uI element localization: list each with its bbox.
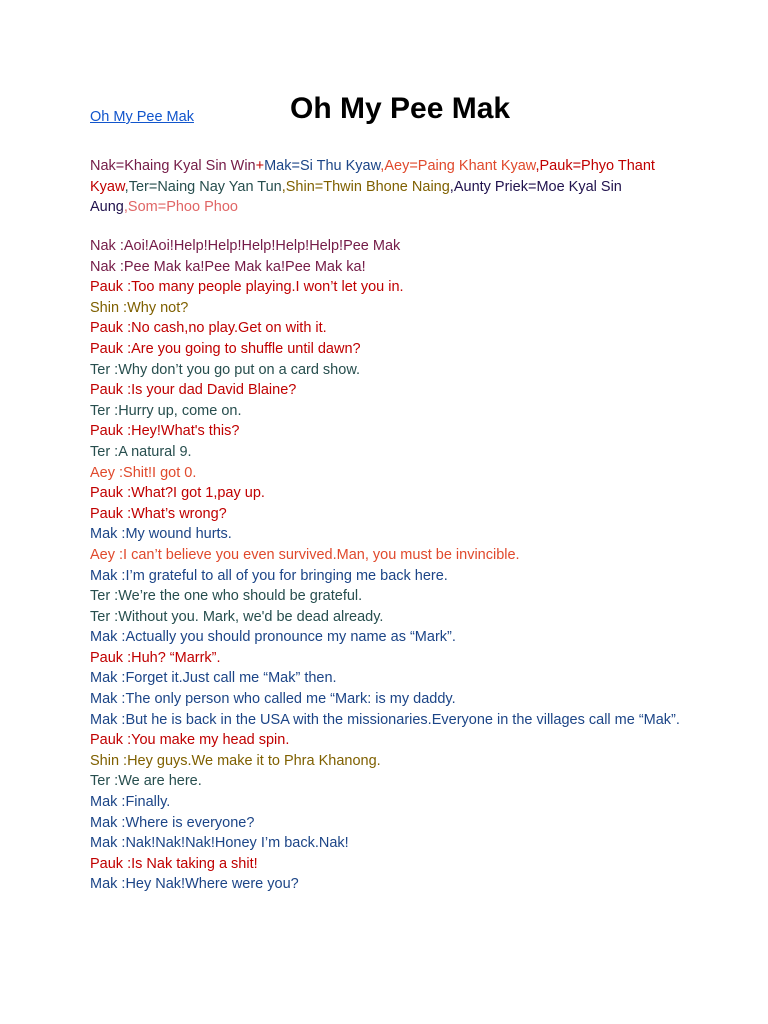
dialogue-line: Shin :Why not?: [90, 299, 189, 316]
cast-segment: Som=Phoo Phoo: [127, 199, 238, 215]
title-row: [90, 92, 690, 136]
cast-segment: Shin=Thwin Bhone Naing: [285, 178, 450, 195]
dialogue-line: Mak :Actually you should pronounce my name as “Mark”.: [90, 629, 456, 646]
document-link[interactable]: Oh My Pee Mak: [90, 109, 194, 125]
dialogue-line: Pauk :Too many people playing.I won’t let you in.: [90, 279, 404, 296]
dialogue-line: Mak :My wound hurts.: [90, 526, 232, 543]
dialogue-line: Ter :We are here.: [90, 773, 202, 790]
dialogue-line: Mak :Where is everyone?: [90, 814, 255, 831]
dialogue-line: Aey :I can’t believe you even survived.Man, you must be invincible.: [90, 546, 520, 563]
dialogue-line: Nak :Pee Mak ka!Pee Mak ka!Pee Mak ka!: [90, 258, 366, 275]
dialogue-line: Pauk :Huh? “Marrk”.: [90, 649, 221, 666]
cast-list: [90, 156, 700, 218]
dialogue-line: Mak :I’m grateful to all of you for bringing me back here.: [90, 567, 448, 584]
cast-segment: ,: [535, 158, 540, 174]
cast-segment: ,: [281, 178, 286, 195]
dialogue-line: Mak :Hey Nak!Where were you?: [90, 876, 299, 893]
cast-segment: ,: [449, 178, 454, 195]
dialogue-line: Pauk :What’s wrong?: [90, 505, 227, 522]
cast-segment: ,: [380, 158, 385, 174]
cast-segment: Pauk=Phyo Thant Kyaw: [90, 158, 655, 195]
cast-segment: Aunty Priek=Moe Kyal Sin Aung: [90, 178, 622, 215]
dialogue-line: Pauk :Hey!What's this?: [90, 423, 240, 440]
dialogue-line: Mak :Nak!Nak!Nak!Honey I’m back.Nak!: [90, 835, 349, 852]
cast-segment: Nak=Khaing Kyal Sin Win: [90, 158, 256, 174]
dialogue-line: Nak :Aoi!Aoi!Help!Help!Help!Help!Help!Pee Mak: [90, 238, 401, 254]
dialogue-line: Mak :Finally.: [90, 794, 171, 811]
cast-segment: Aey=Paing Khant Kyaw: [384, 158, 536, 174]
dialogue-line: Ter :Without you. Mark, we'd be dead already.: [90, 608, 384, 625]
dialogue-line: Shin :Hey guys.We make it to Phra Khanong.: [90, 752, 381, 769]
dialogue-line: Pauk :What?I got 1,pay up.: [90, 485, 265, 502]
dialogue-line: Mak :But he is back in the USA with the missionaries.Everyone in the villages call me “Mak”.: [90, 711, 680, 728]
dialogue-line: Ter :We’re the one who should be grateful.: [90, 588, 363, 605]
dialogue-line: Mak :The only person who called me “Mark: is my daddy.: [90, 691, 456, 708]
cast-segment: ,: [123, 199, 128, 215]
dialogue-line: Ter :A natural 9.: [90, 443, 192, 460]
cast-segment: +: [255, 158, 265, 174]
dialogue-line: Ter :Hurry up, come on.: [90, 402, 242, 419]
page-title: Oh My Pee Mak: [290, 92, 511, 125]
cast-segment: ,: [124, 178, 129, 195]
dialogue-line: Mak :Forget it.Just call me “Mak” then.: [90, 670, 337, 687]
dialogue-line: Aey :Shit!I got 0.: [90, 464, 197, 481]
dialogue-line: Ter :Why don’t you go put on a card show.: [90, 361, 361, 378]
dialogue-line: Pauk :You make my head spin.: [90, 732, 290, 749]
dialogue-line: Pauk :Is Nak taking a shit!: [90, 855, 258, 872]
dialogue-line: Pauk :Are you going to shuffle until dawn?: [90, 340, 361, 357]
dialogue-line: Pauk :No cash,no play.Get on with it.: [90, 320, 327, 337]
cast-segment: Mak=Si Thu Kyaw: [264, 158, 381, 174]
dialogue-block: [90, 236, 690, 895]
dialogue-line: Pauk :Is your dad David Blaine?: [90, 382, 297, 399]
cast-segment: Ter=Naing Nay Yan Tun: [128, 178, 282, 195]
